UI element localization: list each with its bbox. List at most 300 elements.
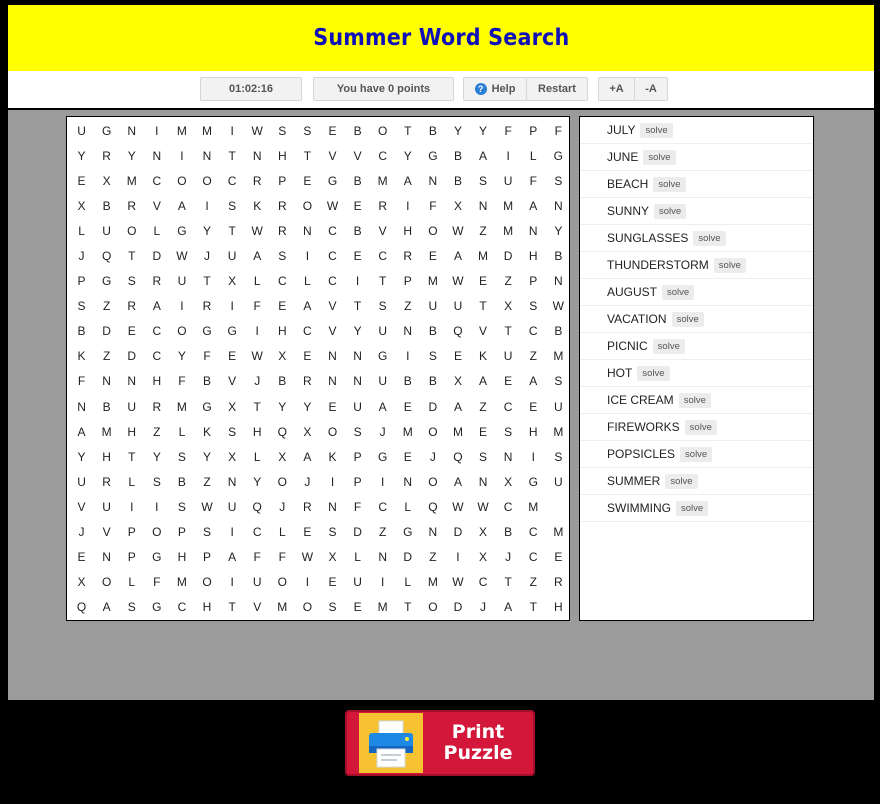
grid-cell[interactable]: Y: [403, 148, 412, 163]
grid-cell[interactable]: M: [553, 525, 564, 540]
grid-cell[interactable]: Q: [252, 499, 262, 514]
grid-cell[interactable]: V: [328, 148, 337, 163]
grid-cell[interactable]: Y: [479, 123, 488, 138]
grid-cell[interactable]: U: [252, 575, 262, 590]
grid-cell[interactable]: Z: [404, 299, 412, 314]
grid-cell[interactable]: N: [428, 525, 438, 540]
grid-cell[interactable]: O: [202, 575, 212, 590]
grid-cell[interactable]: S: [554, 449, 563, 464]
grid-cell[interactable]: C: [177, 600, 187, 615]
solve-button[interactable]: solve: [693, 231, 725, 246]
grid-cell[interactable]: E: [353, 249, 362, 264]
solve-button[interactable]: solve: [654, 204, 686, 219]
grid-cell[interactable]: X: [504, 299, 513, 314]
grid-cell[interactable]: O: [302, 198, 313, 213]
grid-cell[interactable]: S: [127, 274, 136, 289]
grid-cell[interactable]: R: [202, 299, 212, 314]
grid-cell[interactable]: R: [252, 173, 262, 188]
grid-cell[interactable]: Q: [76, 600, 87, 615]
grid-cell[interactable]: U: [553, 399, 563, 414]
grid-cell[interactable]: C: [328, 274, 337, 289]
grid-cell[interactable]: W: [452, 223, 464, 238]
grid-cell[interactable]: X: [504, 474, 513, 489]
grid-cell[interactable]: T: [128, 249, 136, 264]
grid-cell[interactable]: B: [353, 123, 362, 138]
grid-cell[interactable]: E: [303, 525, 312, 540]
grid-cell[interactable]: L: [529, 148, 537, 163]
grid-cell[interactable]: H: [152, 374, 162, 389]
solve-button[interactable]: solve: [665, 474, 697, 489]
help-button[interactable]: [463, 77, 527, 101]
grid-cell[interactable]: I: [531, 449, 535, 464]
grid-cell[interactable]: H: [202, 600, 212, 615]
grid-cell[interactable]: N: [328, 374, 337, 389]
grid-cell[interactable]: Z: [529, 575, 537, 590]
grid-cell[interactable]: S: [228, 424, 237, 439]
grid-cell[interactable]: N: [328, 349, 337, 364]
grid-cell[interactable]: U: [378, 374, 387, 389]
grid-cell[interactable]: G: [227, 324, 237, 339]
grid-cell[interactable]: X: [77, 575, 86, 590]
grid-cell[interactable]: V: [328, 324, 337, 339]
grid-cell[interactable]: C: [227, 173, 237, 188]
grid-cell[interactable]: U: [77, 474, 86, 489]
grid-cell[interactable]: H: [277, 148, 287, 163]
grid-cell[interactable]: L: [128, 575, 136, 590]
grid-cell[interactable]: M: [478, 249, 489, 264]
grid-cell[interactable]: N: [403, 474, 413, 489]
solve-button[interactable]: solve: [653, 339, 685, 354]
grid-cell[interactable]: I: [355, 274, 360, 289]
grid-cell[interactable]: D: [428, 399, 438, 414]
grid-cell[interactable]: B: [102, 399, 111, 414]
grid-cell[interactable]: B: [278, 374, 287, 389]
grid-cell[interactable]: T: [203, 274, 211, 289]
grid-cell[interactable]: W: [251, 223, 263, 238]
grid-cell[interactable]: Q: [428, 499, 438, 514]
grid-cell[interactable]: U: [102, 499, 111, 514]
grid-cell[interactable]: C: [303, 324, 312, 339]
grid-cell[interactable]: B: [504, 525, 513, 540]
grid-cell[interactable]: T: [504, 324, 512, 339]
grid-cell[interactable]: C: [528, 324, 538, 339]
grid-cell[interactable]: B: [353, 173, 362, 188]
grid-cell[interactable]: B: [428, 324, 437, 339]
grid-cell[interactable]: X: [479, 550, 488, 565]
grid-cell[interactable]: Y: [554, 223, 563, 238]
grid-cell[interactable]: E: [504, 374, 513, 389]
grid-cell[interactable]: Y: [303, 399, 312, 414]
grid-cell[interactable]: O: [428, 600, 438, 615]
grid-cell[interactable]: Y: [203, 449, 212, 464]
grid-cell[interactable]: A: [378, 399, 387, 414]
grid-cell[interactable]: O: [277, 474, 287, 489]
solve-button[interactable]: solve: [653, 177, 685, 192]
grid-cell[interactable]: L: [128, 474, 136, 489]
grid-cell[interactable]: Y: [353, 324, 362, 339]
grid-cell[interactable]: Y: [203, 223, 212, 238]
grid-cell[interactable]: N: [503, 449, 513, 464]
grid-cell[interactable]: P: [127, 550, 136, 565]
grid-cell[interactable]: T: [253, 399, 261, 414]
grid-cell[interactable]: X: [278, 449, 287, 464]
grid-cell[interactable]: V: [102, 525, 111, 540]
grid-cell[interactable]: G: [101, 123, 112, 138]
grid-cell[interactable]: J: [379, 424, 386, 439]
grid-cell[interactable]: H: [403, 223, 413, 238]
grid-cell[interactable]: S: [504, 424, 513, 439]
grid-cell[interactable]: X: [77, 198, 86, 213]
grid-cell[interactable]: L: [253, 274, 261, 289]
grid-cell[interactable]: A: [77, 424, 86, 439]
grid-cell[interactable]: C: [503, 399, 513, 414]
grid-cell[interactable]: P: [127, 525, 136, 540]
grid-cell[interactable]: B: [453, 148, 462, 163]
grid-cell[interactable]: H: [528, 424, 538, 439]
grid-cell[interactable]: V: [353, 148, 362, 163]
grid-cell[interactable]: L: [253, 449, 261, 464]
solve-button[interactable]: solve: [672, 312, 704, 327]
grid-cell[interactable]: P: [403, 274, 412, 289]
grid-cell[interactable]: B: [102, 198, 111, 213]
grid-cell[interactable]: M: [176, 399, 187, 414]
grid-cell[interactable]: M: [528, 499, 539, 514]
grid-cell[interactable]: U: [428, 299, 438, 314]
grid-cell[interactable]: S: [177, 499, 186, 514]
grid-cell[interactable]: E: [328, 575, 337, 590]
grid-cell[interactable]: Y: [127, 148, 136, 163]
grid-cell[interactable]: R: [277, 223, 287, 238]
font-increase-button[interactable]: +A: [598, 77, 635, 101]
solve-button[interactable]: solve: [662, 285, 694, 300]
grid-cell[interactable]: Z: [379, 525, 387, 540]
solve-button[interactable]: solve: [637, 366, 669, 381]
grid-cell[interactable]: A: [504, 600, 513, 615]
grid-cell[interactable]: I: [381, 575, 385, 590]
grid-cell[interactable]: F: [203, 349, 211, 364]
grid-cell[interactable]: J: [78, 525, 85, 540]
grid-cell[interactable]: B: [403, 374, 412, 389]
grid-cell[interactable]: D: [102, 324, 111, 339]
grid-cell[interactable]: C: [277, 274, 287, 289]
grid-cell[interactable]: R: [102, 148, 111, 163]
grid-cell[interactable]: O: [428, 223, 438, 238]
grid-cell[interactable]: A: [529, 374, 538, 389]
grid-cell[interactable]: L: [278, 525, 286, 540]
restart-button[interactable]: Restart: [526, 77, 588, 101]
grid-cell[interactable]: I: [180, 299, 184, 314]
grid-cell[interactable]: M: [377, 173, 388, 188]
grid-cell[interactable]: F: [77, 374, 86, 389]
grid-cell[interactable]: S: [479, 173, 488, 188]
grid-cell[interactable]: U: [77, 123, 86, 138]
grid-cell[interactable]: P: [353, 474, 362, 489]
grid-cell[interactable]: U: [453, 299, 463, 314]
grid-cell[interactable]: O: [378, 123, 388, 138]
grid-cell[interactable]: T: [353, 299, 362, 314]
grid-cell[interactable]: J: [78, 249, 85, 264]
grid-cell[interactable]: M: [202, 123, 213, 138]
solve-button[interactable]: solve: [714, 258, 746, 273]
grid-cell[interactable]: S: [278, 249, 287, 264]
grid-cell[interactable]: Z: [479, 223, 487, 238]
grid-cell[interactable]: P: [177, 525, 186, 540]
grid-cell[interactable]: J: [429, 449, 436, 464]
grid-cell[interactable]: T: [404, 600, 412, 615]
grid-cell[interactable]: T: [479, 299, 487, 314]
grid-cell[interactable]: T: [303, 148, 312, 163]
grid-cell[interactable]: P: [203, 550, 212, 565]
solve-button[interactable]: solve: [679, 393, 711, 408]
grid-cell[interactable]: E: [479, 274, 488, 289]
grid-cell[interactable]: K: [203, 424, 212, 439]
grid-cell[interactable]: N: [152, 148, 162, 163]
grid-cell[interactable]: I: [305, 575, 310, 590]
grid-cell[interactable]: C: [152, 173, 162, 188]
grid-cell[interactable]: X: [303, 424, 312, 439]
grid-cell[interactable]: H: [177, 550, 187, 565]
grid-cell[interactable]: H: [127, 424, 137, 439]
grid-cell[interactable]: X: [479, 525, 488, 540]
grid-cell[interactable]: N: [227, 474, 237, 489]
solve-button[interactable]: solve: [685, 420, 717, 435]
grid-cell[interactable]: N: [127, 374, 137, 389]
grid-cell[interactable]: S: [303, 123, 312, 138]
grid-cell[interactable]: C: [378, 249, 387, 264]
grid-cell[interactable]: G: [528, 474, 538, 489]
grid-cell[interactable]: I: [330, 474, 335, 489]
grid-cell[interactable]: Y: [77, 449, 86, 464]
grid-cell[interactable]: Z: [479, 399, 487, 414]
grid-cell[interactable]: G: [553, 148, 563, 163]
grid-cell[interactable]: T: [128, 449, 136, 464]
grid-cell[interactable]: X: [102, 173, 111, 188]
grid-cell[interactable]: I: [255, 324, 259, 339]
grid-cell[interactable]: M: [277, 600, 288, 615]
print-puzzle-button[interactable]: [345, 710, 535, 776]
grid-cell[interactable]: Q: [453, 324, 463, 339]
grid-cell[interactable]: R: [403, 249, 413, 264]
grid-cell[interactable]: S: [428, 349, 437, 364]
grid-cell[interactable]: H: [528, 249, 538, 264]
grid-cell[interactable]: U: [503, 349, 513, 364]
grid-cell[interactable]: P: [278, 173, 287, 188]
grid-cell[interactable]: V: [152, 198, 161, 213]
grid-cell[interactable]: A: [453, 249, 462, 264]
grid-cell[interactable]: U: [227, 249, 237, 264]
grid-cell[interactable]: N: [328, 499, 337, 514]
grid-cell[interactable]: F: [153, 575, 161, 590]
grid-cell[interactable]: V: [328, 299, 337, 314]
grid-cell[interactable]: E: [77, 173, 86, 188]
grid-cell[interactable]: Z: [102, 299, 111, 314]
grid-cell[interactable]: R: [553, 575, 563, 590]
grid-cell[interactable]: S: [177, 449, 186, 464]
grid-cell[interactable]: B: [177, 474, 186, 489]
grid-cell[interactable]: D: [403, 550, 413, 565]
grid-cell[interactable]: W: [552, 299, 564, 314]
grid-cell[interactable]: D: [453, 525, 463, 540]
grid-cell[interactable]: O: [327, 424, 338, 439]
grid-cell[interactable]: N: [77, 399, 86, 414]
grid-cell[interactable]: W: [251, 123, 263, 138]
grid-cell[interactable]: S: [152, 474, 161, 489]
grid-cell[interactable]: A: [152, 299, 161, 314]
grid-cell[interactable]: C: [328, 249, 337, 264]
grid-cell[interactable]: S: [77, 299, 86, 314]
grid-cell[interactable]: K: [253, 198, 262, 213]
grid-cell[interactable]: E: [403, 399, 412, 414]
grid-cell[interactable]: M: [553, 349, 564, 364]
grid-cell[interactable]: A: [453, 399, 462, 414]
grid-cell[interactable]: I: [180, 148, 184, 163]
grid-cell[interactable]: X: [228, 274, 237, 289]
solve-button[interactable]: solve: [676, 501, 708, 516]
grid-cell[interactable]: E: [529, 399, 538, 414]
grid-cell[interactable]: C: [378, 148, 387, 163]
grid-cell[interactable]: J: [279, 499, 286, 514]
grid-cell[interactable]: D: [453, 600, 463, 615]
grid-cell[interactable]: G: [152, 550, 162, 565]
grid-cell[interactable]: B: [453, 173, 462, 188]
grid-cell[interactable]: M: [503, 223, 514, 238]
grid-cell[interactable]: P: [353, 449, 362, 464]
grid-cell[interactable]: G: [378, 449, 388, 464]
grid-cell[interactable]: W: [201, 499, 213, 514]
grid-cell[interactable]: U: [378, 324, 387, 339]
grid-cell[interactable]: M: [101, 424, 112, 439]
grid-cell[interactable]: B: [554, 249, 563, 264]
grid-cell[interactable]: P: [529, 123, 538, 138]
grid-cell[interactable]: E: [428, 249, 437, 264]
grid-cell[interactable]: S: [554, 173, 563, 188]
grid-cell[interactable]: H: [102, 449, 111, 464]
grid-cell[interactable]: I: [230, 123, 234, 138]
grid-cell[interactable]: O: [428, 424, 438, 439]
grid-cell[interactable]: U: [553, 474, 563, 489]
solve-button[interactable]: solve: [640, 123, 672, 138]
grid-cell[interactable]: F: [429, 198, 437, 213]
grid-cell[interactable]: D: [152, 249, 162, 264]
grid-cell[interactable]: U: [102, 223, 111, 238]
grid-cell[interactable]: I: [155, 123, 159, 138]
grid-cell[interactable]: O: [127, 223, 137, 238]
grid-cell[interactable]: A: [303, 299, 312, 314]
grid-cell[interactable]: B: [203, 374, 212, 389]
grid-cell[interactable]: Y: [253, 474, 262, 489]
grid-cell[interactable]: G: [378, 349, 388, 364]
solve-button[interactable]: solve: [680, 447, 712, 462]
grid-cell[interactable]: O: [177, 173, 187, 188]
grid-cell[interactable]: E: [303, 349, 312, 364]
grid-cell[interactable]: T: [228, 148, 236, 163]
grid-cell[interactable]: W: [176, 249, 188, 264]
grid-cell[interactable]: C: [528, 550, 538, 565]
grid-cell[interactable]: W: [301, 550, 314, 565]
grid-cell[interactable]: F: [529, 173, 537, 188]
grid-cell[interactable]: T: [228, 223, 236, 238]
grid-cell[interactable]: L: [404, 575, 412, 590]
grid-cell[interactable]: C: [503, 499, 513, 514]
grid-cell[interactable]: I: [406, 198, 410, 213]
grid-cell[interactable]: L: [354, 550, 361, 565]
grid-cell[interactable]: M: [377, 600, 388, 615]
grid-cell[interactable]: Y: [152, 449, 161, 464]
grid-cell[interactable]: E: [303, 173, 312, 188]
grid-cell[interactable]: N: [353, 374, 362, 389]
grid-cell[interactable]: C: [252, 525, 262, 540]
grid-cell[interactable]: E: [228, 349, 237, 364]
grid-cell[interactable]: N: [252, 148, 262, 163]
grid-cell[interactable]: A: [479, 148, 488, 163]
grid-cell[interactable]: O: [177, 324, 187, 339]
grid-cell[interactable]: N: [478, 474, 488, 489]
grid-cell[interactable]: A: [177, 198, 186, 213]
grid-cell[interactable]: X: [228, 449, 237, 464]
grid-cell[interactable]: A: [453, 474, 462, 489]
grid-cell[interactable]: K: [479, 349, 488, 364]
grid-cell[interactable]: H: [553, 600, 563, 615]
grid-cell[interactable]: X: [328, 550, 337, 565]
grid-cell[interactable]: L: [404, 499, 412, 514]
grid-cell[interactable]: Z: [504, 274, 512, 289]
grid-cell[interactable]: I: [205, 198, 209, 213]
grid-cell[interactable]: E: [353, 198, 362, 213]
grid-cell[interactable]: Y: [77, 148, 86, 163]
grid-cell[interactable]: E: [479, 424, 488, 439]
grid-cell[interactable]: C: [478, 575, 488, 590]
grid-cell[interactable]: R: [277, 198, 287, 213]
grid-cell[interactable]: A: [403, 173, 412, 188]
grid-cell[interactable]: H: [252, 424, 262, 439]
grid-cell[interactable]: W: [326, 198, 339, 213]
grid-cell[interactable]: Q: [453, 449, 463, 464]
grid-cell[interactable]: T: [529, 600, 537, 615]
grid-cell[interactable]: B: [428, 123, 437, 138]
grid-cell[interactable]: I: [406, 349, 410, 364]
grid-cell[interactable]: U: [353, 575, 362, 590]
grid-cell[interactable]: W: [251, 349, 263, 364]
grid-cell[interactable]: E: [328, 123, 337, 138]
grid-cell[interactable]: G: [202, 399, 212, 414]
grid-cell[interactable]: S: [554, 374, 563, 389]
grid-cell[interactable]: T: [228, 600, 236, 615]
grid-cell[interactable]: X: [453, 374, 462, 389]
grid-cell[interactable]: Y: [453, 123, 462, 138]
grid-cell[interactable]: S: [529, 299, 538, 314]
grid-cell[interactable]: E: [554, 550, 563, 565]
grid-cell[interactable]: N: [428, 173, 438, 188]
grid-cell[interactable]: N: [303, 223, 312, 238]
grid-cell[interactable]: T: [379, 274, 387, 289]
grid-cell[interactable]: P: [529, 274, 538, 289]
grid-cell[interactable]: J: [204, 249, 211, 264]
grid-cell[interactable]: M: [503, 198, 514, 213]
grid-cell[interactable]: M: [126, 173, 137, 188]
letter-grid[interactable]: [67, 118, 569, 620]
grid-cell[interactable]: V: [228, 374, 237, 389]
grid-cell[interactable]: N: [202, 148, 212, 163]
grid-cell[interactable]: J: [505, 550, 512, 565]
grid-cell[interactable]: G: [101, 274, 112, 289]
grid-cell[interactable]: K: [77, 349, 86, 364]
grid-cell[interactable]: G: [428, 148, 438, 163]
grid-cell[interactable]: B: [554, 324, 563, 339]
grid-cell[interactable]: F: [504, 123, 512, 138]
grid-cell[interactable]: E: [77, 550, 86, 565]
grid-cell[interactable]: E: [127, 324, 136, 339]
grid-cell[interactable]: W: [452, 575, 464, 590]
